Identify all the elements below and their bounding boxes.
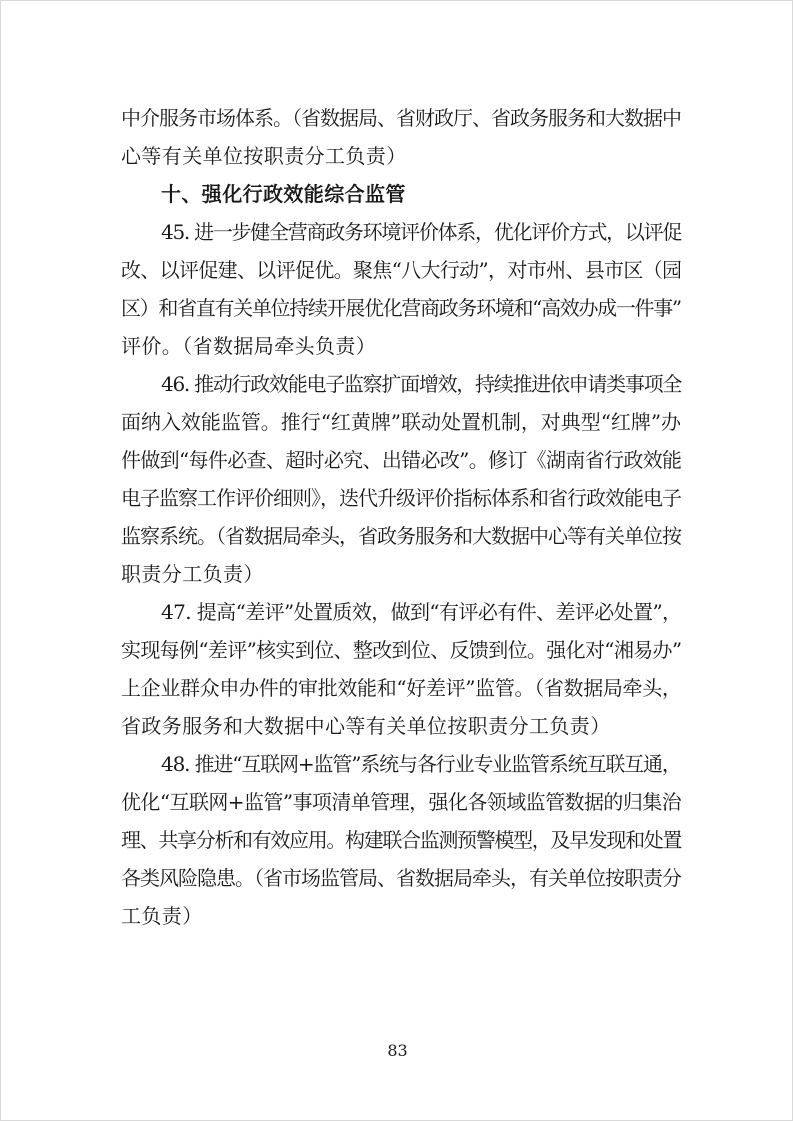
item-46-line: 职责分工负责）	[121, 562, 264, 586]
item-48-line: 各类风险隐患。（省市场监管局、省数据局牵头，有关单位按职责分	[121, 866, 681, 890]
item-47-line: 47. 提高“差评”处置质效，做到“有评必有件、差评必处置”，	[161, 600, 682, 624]
item-48-line: 优化“互联网+监管”事项清单管理，强化各领域监管数据的归集治	[121, 790, 682, 814]
item-45-line: 改、以评促建、以评促优。聚焦“八大行动”，对市州、县市区（园	[121, 258, 682, 282]
item-45-line: 45. 进一步健全营商政务环境评价体系，优化评价方式，以评促	[161, 220, 682, 244]
item-47-line: 省政务服务和大数据中心等有关单位按职责分工负责）	[121, 714, 611, 738]
section-heading: 十、强化行政效能综合监管	[161, 182, 406, 206]
document-body	[121, 99, 681, 935]
item-45-line: 区）和省直有关单位持续开展优化营商政务环境和“高效办成一件事”	[121, 296, 681, 320]
item-46-line: 件做到“每件必查、超时必究、出错必改”。修订《湖南省行政效能	[121, 448, 682, 472]
item-46-line: 46. 推动行政效能电子监察扩面增效，持续推进依申请类事项全	[161, 372, 682, 396]
body-text-line: 心等有关单位按职责分工负责）	[121, 144, 407, 168]
item-48-line: 48. 推进“互联网+监管”系统与各行业专业监管系统互联互通，	[161, 752, 681, 776]
page-number: 83	[387, 1041, 408, 1060]
body-text-line: 中介服务市场体系。（省数据局、省财政厅、省政务服务和大数据中	[121, 106, 681, 130]
item-48-line: 工负责）	[121, 904, 203, 928]
item-48-line: 理、共享分析和有效应用。构建联合监测预警模型，及早发现和处置	[121, 828, 682, 852]
item-45-line: 评价。（省数据局牵头负责）	[121, 334, 377, 358]
item-46-line: 监察系统。（省数据局牵头，省政务服务和大数据中心等有关单位按	[121, 524, 681, 548]
item-47-line: 上企业群众申办件的审批效能和“好差评”监管。（省数据局牵头，	[121, 676, 682, 700]
item-46-line: 电子监察工作评价细则》，迭代升级评价指标体系和省行政效能电子	[121, 486, 681, 510]
item-47-line: 实现每例“差评”核实到位、整改到位、反馈到位。强化对“湘易办”	[121, 638, 682, 662]
item-46-line: 面纳入效能监管。推行“红黄牌”联动处置机制，对典型“红牌”办	[121, 410, 681, 434]
